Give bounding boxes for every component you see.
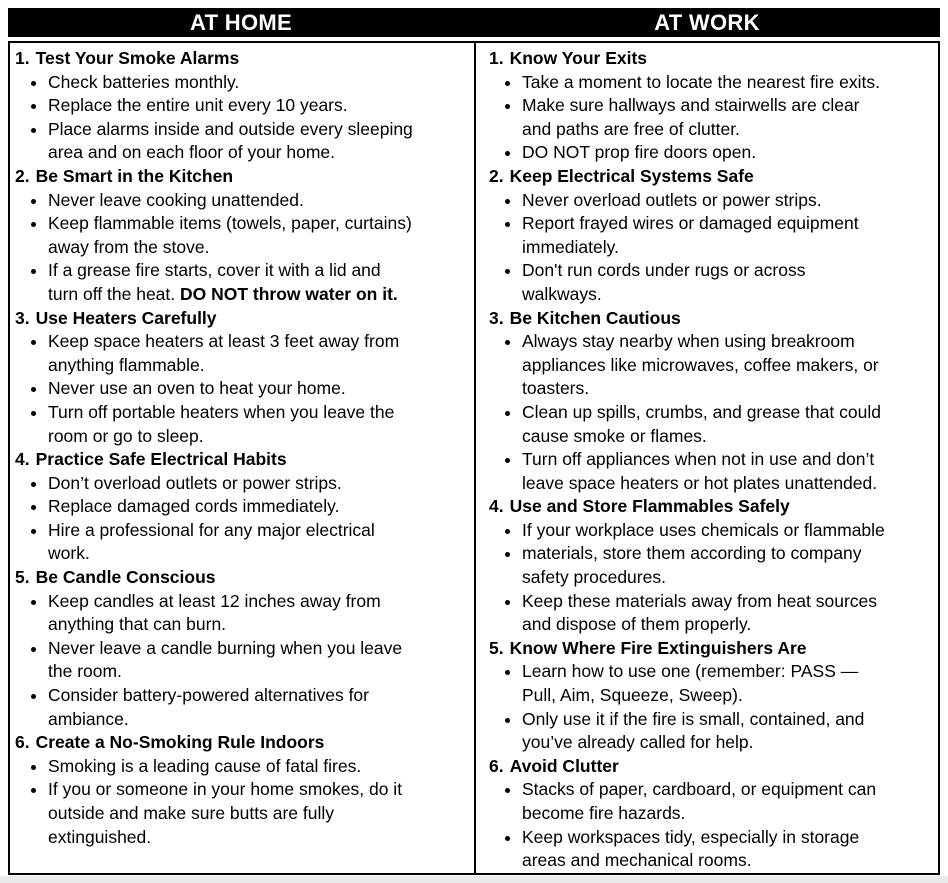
bullet-text: Stacks of paper, cardboard, or equipment can: [522, 779, 877, 800]
bullet-item: [48, 94, 470, 118]
bullet-text: Never leave a candle burning when you leave: [48, 637, 403, 658]
bullet-text: Make sure hallways and stairwells are clear: [522, 95, 860, 116]
bullet-item: [48, 377, 470, 401]
bullet-line: [522, 542, 934, 566]
bullet-list: [489, 189, 934, 307]
section: [489, 165, 934, 307]
bullet-line: [48, 708, 470, 732]
bullet-text: away from the stove.: [48, 236, 210, 257]
bullet-item: [48, 212, 470, 259]
bullet-text: toasters.: [522, 378, 590, 399]
bullet-text: room or go to sleep.: [48, 425, 204, 446]
bullet-line: [522, 236, 934, 260]
bullet-text: If you or someone in your home smokes, do it: [48, 779, 403, 800]
bullet-text: Keep candles at least 12 inches away from: [48, 590, 381, 611]
bullet-text: the room.: [48, 661, 122, 682]
bullet-line: [522, 519, 934, 543]
bullet-line: [522, 259, 934, 283]
section: [489, 637, 934, 755]
section-heading: [489, 307, 934, 331]
bullet-text: appliances like microwaves, coffee makers, or: [522, 354, 879, 375]
bullet-list: [489, 519, 934, 637]
bullet-item: [522, 708, 934, 755]
bullet-line: [48, 755, 470, 779]
bullet-text: you’ve already called for help.: [522, 732, 754, 753]
section-heading: [489, 637, 934, 661]
bullet-item: [48, 590, 470, 637]
section-heading: [15, 731, 470, 755]
bullet-item: [522, 212, 934, 259]
section: [489, 495, 934, 637]
bullet-text: If your workplace uses chemicals or flammable: [522, 519, 885, 540]
bullet-item: [522, 401, 934, 448]
bullet-text: Never leave cooking unattended.: [48, 189, 304, 210]
section-title: Be Smart in the Kitchen: [35, 165, 234, 186]
bullet-text: area and on each floor of your home.: [48, 142, 335, 163]
section: [15, 566, 470, 731]
bullet-line: [522, 118, 934, 142]
bullet-text: Take a moment to locate the nearest fire exits.: [522, 71, 880, 92]
bullet-item: [48, 778, 470, 849]
bullet-line: [522, 189, 934, 213]
bullet-item: [48, 755, 470, 779]
bullet-text: materials, store them according to company: [522, 543, 862, 564]
bullet-list: [489, 330, 934, 495]
bullet-text: Replace damaged cords immediately.: [48, 496, 340, 517]
bullet-item: [522, 826, 934, 873]
bullet-item: [48, 401, 470, 448]
bullet-line: [522, 448, 934, 472]
bullet-line: [48, 401, 470, 425]
bullet-text: turn off the heat.: [48, 283, 180, 304]
section-heading: [489, 47, 934, 71]
bullet-line: [48, 283, 470, 307]
bullet-line: [48, 71, 470, 95]
section-number: 3.: [489, 307, 504, 328]
table-header-row: [8, 8, 940, 37]
section-heading: [489, 495, 934, 519]
bullet-text: and paths are free of clutter.: [522, 118, 740, 139]
bullet-line: [48, 377, 470, 401]
bullet-text: Keep flammable items (towels, paper, curtains): [48, 213, 412, 234]
bullet-line: [522, 613, 934, 637]
bullet-text: become fire hazards.: [522, 803, 686, 823]
bullet-line: [522, 377, 934, 401]
bullet-text: immediately.: [522, 236, 619, 257]
bullet-list: [15, 71, 470, 165]
bullet-line: [48, 660, 470, 684]
table-body: [8, 41, 940, 875]
bullet-line: [48, 236, 470, 260]
bullet-text: work.: [48, 543, 90, 564]
bullet-item: [48, 71, 470, 95]
bullet-item: [522, 330, 934, 401]
bullet-text: anything flammable.: [48, 354, 205, 375]
bullet-line: [48, 826, 470, 850]
bullet-item: [48, 259, 470, 306]
bullet-line: [522, 802, 934, 826]
bullet-line: [522, 778, 934, 802]
bullet-line: [522, 684, 934, 708]
bullet-line: [522, 354, 934, 378]
bullet-list: [489, 71, 934, 165]
bullet-line: [522, 849, 934, 873]
bullet-text: Never use an oven to heat your home.: [48, 378, 346, 399]
bullet-text: and dispose of them properly.: [522, 614, 752, 635]
bullet-line: [48, 189, 470, 213]
section-title: Be Kitchen Cautious: [509, 307, 681, 328]
bullet-line: [48, 425, 470, 449]
column-header-at-work: AT WORK: [654, 9, 760, 35]
bullet-item: [522, 189, 934, 213]
bullet-line: [522, 731, 934, 755]
bullet-list: [15, 330, 470, 448]
bullet-line: [48, 519, 470, 543]
bullet-text: Always stay nearby when using breakroom: [522, 331, 855, 352]
bullet-line: [48, 542, 470, 566]
bullet-text: Don’t overload outlets or power strips.: [48, 472, 342, 493]
bullet-line: [48, 778, 470, 802]
bullet-text: Clean up spills, crumbs, and grease that could: [522, 401, 881, 422]
bullet-list: [15, 472, 470, 566]
bullet-list: [15, 590, 470, 732]
bullet-line: [48, 590, 470, 614]
bullet-line: [48, 212, 470, 236]
section-number: 6.: [489, 755, 504, 776]
bullet-line: [522, 330, 934, 354]
bullet-list: [15, 755, 470, 849]
fire-safety-table: [8, 8, 940, 875]
bullet-text: Don't run cords under rugs or across: [522, 260, 806, 281]
section-heading: [15, 47, 470, 71]
bullet-text: Never overload outlets or power strips.: [522, 189, 822, 210]
bullet-text: outside and make sure butts are fully: [48, 803, 334, 823]
section-number: 5.: [489, 637, 504, 658]
bullet-line: [522, 283, 934, 307]
section-title: Know Your Exits: [509, 48, 648, 68]
bullet-text: Place alarms inside and outside every sleeping: [48, 118, 413, 139]
bullet-text: Report frayed wires or damaged equipment: [522, 213, 859, 234]
bullet-text: Keep these materials away from heat sources: [522, 590, 878, 611]
bullet-item: [522, 94, 934, 141]
bullet-line: [48, 330, 470, 354]
bullet-text: If a grease fire starts, cover it with a lid and: [48, 260, 381, 281]
bullet-text: Turn off appliances when not in use and don’t: [522, 449, 875, 470]
bullet-text: Learn how to use one (remember: PASS —: [522, 661, 859, 682]
bullet-text: Keep space heaters at least 3 feet away from: [48, 331, 400, 352]
bullet-line: [48, 94, 470, 118]
bullet-text-bold: DO NOT throw water on it.: [180, 283, 398, 304]
bullet-text: Only use it if the fire is small, contained, and: [522, 708, 865, 729]
section: [15, 47, 470, 165]
bullet-line: [522, 425, 934, 449]
bullet-text: walkways.: [522, 283, 602, 304]
bullet-text: Replace the entire unit every 10 years.: [48, 95, 348, 116]
bullet-line: [522, 566, 934, 590]
bullet-item: [48, 519, 470, 566]
bullet-line: [48, 141, 470, 165]
bullet-line: [48, 684, 470, 708]
section-number: 4.: [15, 449, 30, 470]
bullet-line: [48, 259, 470, 283]
bullet-item: [48, 330, 470, 377]
section-title: Practice Safe Electrical Habits: [35, 449, 287, 470]
bullet-line: [48, 637, 470, 661]
column-at-work: [474, 43, 938, 873]
bullet-line: [522, 401, 934, 425]
bullet-item: [522, 542, 934, 589]
bullet-line: [48, 613, 470, 637]
bullet-text: Smoking is a leading cause of fatal fires.: [48, 755, 362, 776]
bullet-text: ambiance.: [48, 708, 129, 729]
section: [15, 165, 470, 307]
section: [489, 755, 934, 873]
bullet-text: Pull, Aim, Squeeze, Sweep).: [522, 685, 743, 706]
section-title: Use Heaters Carefully: [35, 307, 217, 328]
section-number: 1.: [15, 48, 30, 68]
bullet-line: [522, 472, 934, 496]
bullet-item: [48, 637, 470, 684]
section-heading: [489, 165, 934, 189]
bullet-line: [522, 826, 934, 850]
section-number: 6.: [15, 732, 30, 753]
section-number: 2.: [489, 165, 504, 186]
bottom-page-strip: [0, 876, 948, 883]
section: [489, 307, 934, 496]
bullet-line: [522, 590, 934, 614]
section-heading: [15, 307, 470, 331]
bullet-item: [522, 590, 934, 637]
bullet-text: Turn off portable heaters when you leave the: [48, 401, 395, 422]
bullet-item: [48, 189, 470, 213]
section-title: Be Candle Conscious: [35, 567, 216, 588]
section-heading: [489, 755, 934, 779]
section-number: 3.: [15, 307, 30, 328]
bullet-text: Consider battery-powered alternatives for: [48, 685, 369, 706]
bullet-item: [522, 448, 934, 495]
bullet-item: [48, 495, 470, 519]
bullet-item: [522, 71, 934, 95]
bullet-text: cause smoke or flames.: [522, 425, 707, 446]
bullet-line: [48, 495, 470, 519]
bullet-text: Keep workspaces tidy, especially in storage: [522, 826, 860, 847]
bullet-line: [522, 708, 934, 732]
column-at-home: [10, 43, 474, 873]
section-heading: [15, 566, 470, 590]
section-number: 1.: [489, 48, 504, 68]
section-title: Test Your Smoke Alarms: [35, 48, 240, 68]
section-title: Avoid Clutter: [509, 755, 619, 776]
bullet-line: [522, 141, 934, 165]
bullet-text: Check batteries monthly.: [48, 71, 240, 92]
bullet-item: [48, 684, 470, 731]
bullet-text: leave space heaters or hot plates unattended.: [522, 472, 878, 493]
section-number: 4.: [489, 496, 504, 517]
section-number: 2.: [15, 165, 30, 186]
bullet-line: [48, 472, 470, 496]
bullet-item: [48, 472, 470, 496]
section: [489, 47, 934, 165]
section-heading: [15, 165, 470, 189]
bullet-line: [522, 660, 934, 684]
section-title: Know Where Fire Extinguishers Are: [509, 637, 807, 658]
section-title: Use and Store Flammables Safely: [509, 496, 790, 517]
section: [15, 731, 470, 849]
bullet-line: [48, 118, 470, 142]
bullet-item: [522, 141, 934, 165]
section-title: Keep Electrical Systems Safe: [509, 165, 754, 186]
bullet-line: [522, 212, 934, 236]
bullet-item: [522, 519, 934, 543]
bullet-list: [15, 189, 470, 307]
bullet-list: [489, 660, 934, 754]
bullet-line: [48, 354, 470, 378]
bullet-item: [522, 259, 934, 306]
section: [15, 307, 470, 449]
bullet-text: extinguished.: [48, 826, 152, 847]
bullet-line: [48, 802, 470, 826]
bullet-line: [522, 94, 934, 118]
section-number: 5.: [15, 567, 30, 588]
bullet-text: anything that can burn.: [48, 614, 227, 635]
bullet-item: [522, 660, 934, 707]
bullet-line: [522, 71, 934, 95]
bullet-list: [489, 778, 934, 872]
section-title: Create a No-Smoking Rule Indoors: [35, 732, 325, 753]
bullet-text: areas and mechanical rooms.: [522, 850, 752, 871]
bullet-text: safety procedures.: [522, 567, 666, 588]
column-header-at-home: AT HOME: [190, 9, 292, 35]
bullet-item: [522, 778, 934, 825]
section: [15, 448, 470, 566]
section-heading: [15, 448, 470, 472]
bullet-text: DO NOT prop fire doors open.: [522, 142, 757, 163]
bullet-text: Hire a professional for any major electrical: [48, 519, 375, 540]
bullet-item: [48, 118, 470, 165]
